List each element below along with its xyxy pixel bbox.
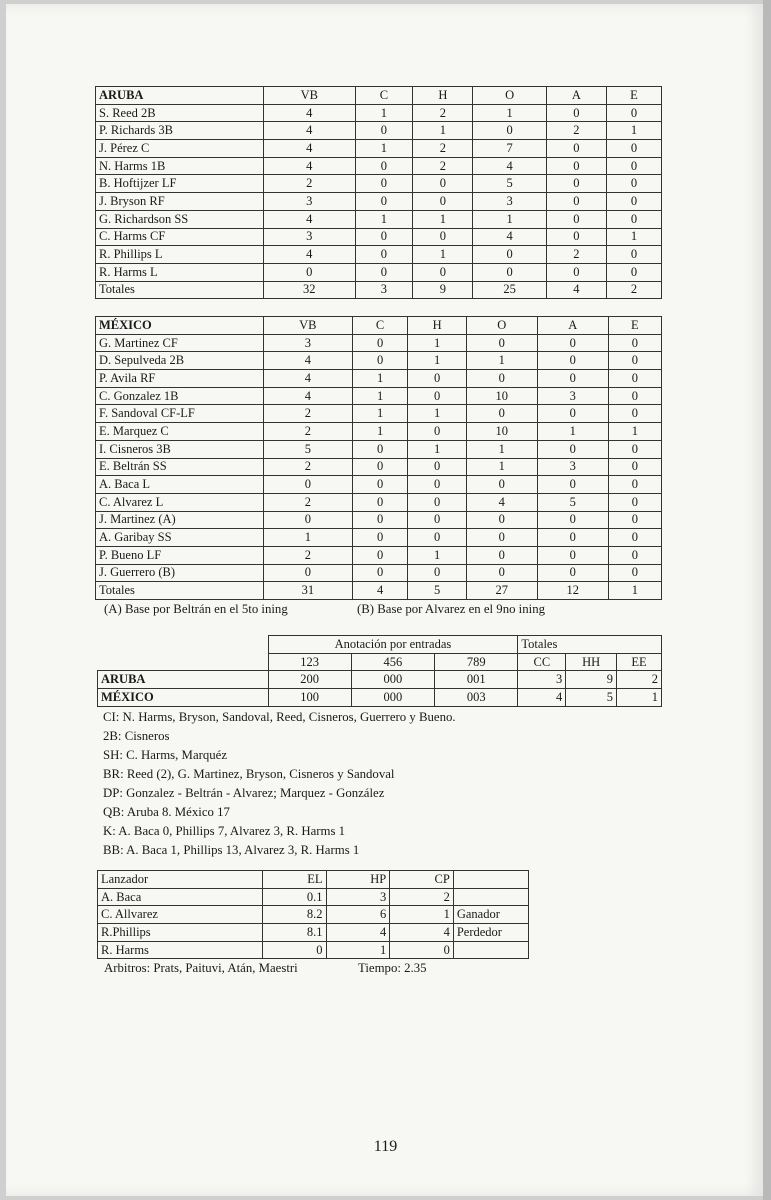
stat-cell: 2 — [264, 423, 353, 441]
hits-total: 9 — [566, 671, 617, 689]
inning-runs: 100 — [268, 689, 351, 707]
stat-cell: 0 — [546, 210, 606, 228]
stat-cell: 0 — [355, 193, 413, 211]
player-cell: E. Beltrán SS — [96, 458, 264, 476]
stat-cell: 1 — [352, 405, 408, 423]
pitcher-cell: A. Baca — [98, 888, 263, 906]
team-name: MÉXICO — [98, 689, 269, 707]
errors-total: 2 — [616, 671, 661, 689]
stat-cell: 0 — [606, 246, 661, 264]
stat-cell: 0.1 — [262, 888, 326, 906]
player-cell: A. Garibay SS — [96, 529, 264, 547]
inning-group: 456 — [351, 653, 434, 671]
stat-cell: 0 — [473, 263, 546, 281]
errors-total: 1 — [616, 689, 661, 707]
player-cell: C. Alvarez L — [96, 493, 264, 511]
stat-cell: 1 — [537, 423, 608, 441]
decision-cell: Perdedor — [453, 924, 528, 942]
col-ee: EE — [616, 653, 661, 671]
stat-cell: 0 — [408, 511, 466, 529]
stat-cell: 0 — [355, 246, 413, 264]
table-row — [96, 210, 662, 228]
inning-runs: 000 — [351, 689, 434, 707]
inning-runs: 001 — [435, 671, 518, 689]
stat-cell: 1 — [355, 210, 413, 228]
stat-cell: 0 — [537, 529, 608, 547]
inning-group: 123 — [268, 653, 351, 671]
stat-cell: 2 — [264, 458, 353, 476]
player-cell: MÉXICO — [96, 317, 264, 335]
table-row — [98, 924, 529, 942]
stat-cell: E — [608, 317, 661, 335]
stat-cell: 1 — [466, 440, 537, 458]
stat-cell: 3 — [537, 458, 608, 476]
summary-sh: SH: C. Harms, Marquéz — [103, 748, 228, 762]
player-cell: P. Bueno LF — [96, 546, 264, 564]
totals-row — [96, 582, 662, 600]
summary-bb: BB: A. Baca 1, Phillips 13, Alvarez 3, R. Harms 1 — [103, 843, 360, 857]
player-cell: G. Martinez CF — [96, 334, 264, 352]
stat-cell: 0 — [606, 193, 661, 211]
pitcher-cell: R. Harms — [98, 941, 263, 959]
stat-cell: 4 — [264, 370, 353, 388]
stat-cell: 0 — [352, 440, 408, 458]
stat-cell: 0 — [466, 564, 537, 582]
stat-cell: 1 — [413, 122, 473, 140]
stat-cell: 0 — [546, 157, 606, 175]
stat-cell: E — [606, 87, 661, 105]
stat-cell: 0 — [608, 405, 661, 423]
stat-cell: 2 — [264, 546, 353, 564]
table-row — [96, 387, 662, 405]
table-row — [96, 423, 662, 441]
player-cell: R. Harms L — [96, 263, 264, 281]
stat-cell: H — [408, 317, 466, 335]
stat-cell: 1 — [408, 440, 466, 458]
summary-ci: CI: N. Harms, Bryson, Sandoval, Reed, Cisneros, Guerrero y Bueno. — [103, 710, 456, 724]
stat-cell: 3 — [537, 387, 608, 405]
stat-cell: 0 — [352, 564, 408, 582]
stat-cell: H — [413, 87, 473, 105]
stat-cell: 0 — [608, 387, 661, 405]
stat-cell: 1 — [606, 122, 661, 140]
stat-cell: 2 — [413, 104, 473, 122]
stat-cell: 0 — [264, 511, 353, 529]
aruba-box-score — [95, 86, 662, 299]
stat-cell: 3 — [355, 281, 413, 299]
stat-cell: 0 — [546, 193, 606, 211]
stat-cell: 0 — [608, 564, 661, 582]
stat-cell: 0 — [413, 263, 473, 281]
stat-cell: 2 — [413, 140, 473, 158]
stat-cell: 0 — [608, 440, 661, 458]
stat-cell: 4 — [264, 210, 356, 228]
umpires: Arbitros: Prats, Paituvi, Atán, Maestri — [104, 961, 298, 975]
stat-cell: 6 — [326, 906, 390, 924]
table-row — [96, 104, 662, 122]
stat-cell: 0 — [537, 511, 608, 529]
stat-cell: 0 — [264, 564, 353, 582]
stat-cell: 1 — [326, 941, 390, 959]
runs-total: 4 — [518, 689, 566, 707]
stat-cell: 1 — [466, 458, 537, 476]
stat-cell: 0 — [546, 263, 606, 281]
stat-cell: 0 — [473, 246, 546, 264]
decision-cell — [453, 941, 528, 959]
player-cell: A. Baca L — [96, 476, 264, 494]
table-row — [96, 193, 662, 211]
stat-cell: 4 — [473, 157, 546, 175]
stat-cell: 2 — [264, 493, 353, 511]
stat-cell: 0 — [606, 140, 661, 158]
stat-cell: 1 — [466, 352, 537, 370]
stat-cell: 0 — [408, 387, 466, 405]
player-cell: J. Bryson RF — [96, 193, 264, 211]
stat-cell: 0 — [408, 423, 466, 441]
player-cell: J. Martinez (A) — [96, 511, 264, 529]
stat-cell: 0 — [466, 529, 537, 547]
stat-cell: 0 — [355, 263, 413, 281]
pitching-table — [97, 870, 529, 959]
header-row — [96, 87, 662, 105]
col-cc: CC — [518, 653, 566, 671]
stat-cell: 0 — [466, 405, 537, 423]
page-edge — [763, 0, 771, 1200]
stat-cell: 2 — [606, 281, 661, 299]
totals-row — [96, 281, 662, 299]
table-row — [98, 941, 529, 959]
stat-cell: 4 — [264, 140, 356, 158]
stat-cell: 1 — [408, 352, 466, 370]
stat-cell: 0 — [355, 228, 413, 246]
stat-cell: O — [466, 317, 537, 335]
stat-cell: A — [537, 317, 608, 335]
table-row — [96, 546, 662, 564]
stat-cell: 0 — [608, 476, 661, 494]
stat-cell: 27 — [466, 582, 537, 600]
summary-k: K: A. Baca 0, Phillips 7, Alvarez 3, R. Harms 1 — [103, 824, 346, 838]
stat-cell: 0 — [466, 511, 537, 529]
linescore-table — [97, 635, 662, 707]
stat-cell: 10 — [466, 387, 537, 405]
linescore-row — [98, 671, 662, 689]
pitcher-cell: Lanzador — [98, 871, 263, 889]
stat-cell: 5 — [473, 175, 546, 193]
stat-cell: 3 — [264, 334, 353, 352]
stat-cell: 5 — [264, 440, 353, 458]
player-cell: Totales — [96, 582, 264, 600]
stat-cell: CP — [390, 871, 454, 889]
stat-cell: 4 — [352, 582, 408, 600]
note-a: (A) Base por Beltrán en el 5to ining — [104, 602, 288, 616]
player-cell: D. Sepulveda 2B — [96, 352, 264, 370]
table-row — [96, 405, 662, 423]
stat-cell: 1 — [413, 210, 473, 228]
stat-cell: 0 — [355, 157, 413, 175]
stat-cell: 0 — [608, 458, 661, 476]
table-row — [96, 122, 662, 140]
decision-cell — [453, 888, 528, 906]
stat-cell: 0 — [606, 157, 661, 175]
stat-cell: 0 — [606, 210, 661, 228]
team-name: ARUBA — [98, 671, 269, 689]
stat-cell: 0 — [408, 370, 466, 388]
table-row — [96, 246, 662, 264]
inning-group: 789 — [435, 653, 518, 671]
stat-cell: O — [473, 87, 546, 105]
stat-cell: 0 — [608, 352, 661, 370]
stat-cell: 0 — [466, 334, 537, 352]
stat-cell: 0 — [537, 476, 608, 494]
table-row — [96, 511, 662, 529]
stat-cell: 0 — [352, 334, 408, 352]
stat-cell: 0 — [606, 263, 661, 281]
stat-cell: 4 — [466, 493, 537, 511]
stat-cell: 0 — [264, 476, 353, 494]
stat-cell: 0 — [537, 370, 608, 388]
stat-cell: 2 — [546, 122, 606, 140]
stat-cell: 1 — [606, 228, 661, 246]
stat-cell: 0 — [473, 122, 546, 140]
stat-cell: 0 — [352, 493, 408, 511]
stat-cell: C — [355, 87, 413, 105]
stat-cell: 0 — [264, 263, 356, 281]
stat-cell: 3 — [326, 888, 390, 906]
note-b: (B) Base por Alvarez en el 9no ining — [357, 602, 545, 616]
stat-cell: 1 — [352, 370, 408, 388]
decision-cell: Ganador — [453, 906, 528, 924]
stat-cell: 4 — [326, 924, 390, 942]
stat-cell: 2 — [413, 157, 473, 175]
header-row — [98, 871, 529, 889]
stat-cell: 2 — [264, 175, 356, 193]
stat-cell: 9 — [413, 281, 473, 299]
stat-cell: 4 — [264, 352, 353, 370]
stat-cell: 0 — [608, 546, 661, 564]
stat-cell: 1 — [408, 546, 466, 564]
stat-cell: 0 — [537, 334, 608, 352]
stat-cell: 0 — [408, 476, 466, 494]
stat-cell: 0 — [352, 529, 408, 547]
table-row — [96, 493, 662, 511]
stat-cell: 8.1 — [262, 924, 326, 942]
stat-cell: 1 — [413, 246, 473, 264]
stat-cell: 0 — [413, 228, 473, 246]
stat-cell: 1 — [473, 210, 546, 228]
player-cell: E. Marquez C — [96, 423, 264, 441]
linescore-title: Anotación por entradas — [268, 636, 518, 654]
stat-cell: 0 — [466, 546, 537, 564]
stat-cell: 0 — [352, 458, 408, 476]
player-cell: P. Richards 3B — [96, 122, 264, 140]
player-cell: C. Gonzalez 1B — [96, 387, 264, 405]
stat-cell: 3 — [473, 193, 546, 211]
stat-cell: 0 — [352, 546, 408, 564]
stat-cell: 0 — [546, 228, 606, 246]
stat-cell: 4 — [264, 122, 356, 140]
stat-cell: 1 — [608, 582, 661, 600]
player-cell: Totales — [96, 281, 264, 299]
stat-cell: 10 — [466, 423, 537, 441]
stat-cell: 0 — [355, 175, 413, 193]
table-row — [96, 476, 662, 494]
table-row — [96, 334, 662, 352]
player-cell: C. Harms CF — [96, 228, 264, 246]
stat-cell: 1 — [408, 334, 466, 352]
stat-cell: 2 — [546, 246, 606, 264]
table-row — [96, 440, 662, 458]
mexico-box-score — [95, 316, 662, 600]
stat-cell: 0 — [546, 140, 606, 158]
stat-cell: 0 — [466, 370, 537, 388]
stat-cell: 1 — [355, 140, 413, 158]
table-row — [98, 888, 529, 906]
stat-cell: VB — [264, 87, 356, 105]
stat-cell: 0 — [352, 476, 408, 494]
linescore-row — [98, 689, 662, 707]
decision-cell — [453, 871, 528, 889]
col-hh: HH — [566, 653, 617, 671]
stat-cell: 0 — [408, 529, 466, 547]
player-cell: J. Guerrero (B) — [96, 564, 264, 582]
stat-cell: 0 — [546, 104, 606, 122]
table-row — [96, 370, 662, 388]
player-cell: I. Cisneros 3B — [96, 440, 264, 458]
table-row — [96, 564, 662, 582]
table-row — [96, 458, 662, 476]
stat-cell: 0 — [537, 352, 608, 370]
stat-cell: 0 — [546, 175, 606, 193]
stat-cell: 4 — [473, 228, 546, 246]
header-row — [96, 317, 662, 335]
stat-cell: 0 — [608, 493, 661, 511]
page-number: 119 — [373, 1138, 398, 1155]
stat-cell: 0 — [608, 370, 661, 388]
pitcher-cell: R.Phillips — [98, 924, 263, 942]
stat-cell: 0 — [408, 564, 466, 582]
table-row — [96, 529, 662, 547]
stat-cell: 7 — [473, 140, 546, 158]
table-row — [96, 157, 662, 175]
stat-cell: 1 — [408, 405, 466, 423]
player-cell: S. Reed 2B — [96, 104, 264, 122]
game-time: Tiempo: 2.35 — [358, 961, 427, 975]
stat-cell: 2 — [264, 405, 353, 423]
stat-cell: 0 — [606, 175, 661, 193]
stat-cell: HP — [326, 871, 390, 889]
table-row — [98, 906, 529, 924]
table-row — [96, 352, 662, 370]
stat-cell: 1 — [390, 906, 454, 924]
stat-cell: 0 — [408, 458, 466, 476]
inning-runs: 000 — [351, 671, 434, 689]
runs-total: 3 — [518, 671, 566, 689]
stat-cell: 1 — [355, 104, 413, 122]
stat-cell: 0 — [390, 941, 454, 959]
summary-qb: QB: Aruba 8. México 17 — [103, 805, 230, 819]
player-cell: P. Avila RF — [96, 370, 264, 388]
inning-runs: 200 — [268, 671, 351, 689]
table-row — [96, 263, 662, 281]
hits-total: 5 — [566, 689, 617, 707]
player-cell: ARUBA — [96, 87, 264, 105]
stat-cell: 1 — [473, 104, 546, 122]
totals-title: Totales — [518, 636, 662, 654]
stat-cell: 31 — [264, 582, 353, 600]
stat-cell: 0 — [608, 529, 661, 547]
stat-cell: 1 — [608, 423, 661, 441]
stat-cell: 0 — [537, 405, 608, 423]
table-row — [96, 175, 662, 193]
stat-cell: 0 — [262, 941, 326, 959]
player-cell: J. Pérez C — [96, 140, 264, 158]
stat-cell: 2 — [390, 888, 454, 906]
stat-cell: 1 — [352, 387, 408, 405]
summary-br: BR: Reed (2), G. Martinez, Bryson, Cisneros y Sandoval — [103, 767, 395, 781]
stat-cell: VB — [264, 317, 353, 335]
stat-cell: C — [352, 317, 408, 335]
player-cell: R. Phillips L — [96, 246, 264, 264]
stat-cell: 4 — [390, 924, 454, 942]
stat-cell: 4 — [264, 246, 356, 264]
stat-cell: 0 — [466, 476, 537, 494]
summary-2b: 2B: Cisneros — [103, 729, 170, 743]
inning-runs: 003 — [435, 689, 518, 707]
stat-cell: EL — [262, 871, 326, 889]
stat-cell: 0 — [608, 511, 661, 529]
stat-cell: 5 — [537, 493, 608, 511]
stat-cell: 3 — [264, 193, 356, 211]
stat-cell: 0 — [352, 352, 408, 370]
stat-cell: 0 — [413, 193, 473, 211]
player-cell: N. Harms 1B — [96, 157, 264, 175]
stat-cell: 4 — [264, 104, 356, 122]
stat-cell: 0 — [413, 175, 473, 193]
summary-dp: DP: Gonzalez - Beltrán - Alvarez; Marquez - González — [103, 786, 385, 800]
table-row — [96, 228, 662, 246]
stat-cell: 0 — [408, 493, 466, 511]
stat-cell: 1 — [352, 423, 408, 441]
table-row — [96, 140, 662, 158]
stat-cell: 4 — [546, 281, 606, 299]
player-cell: G. Richardson SS — [96, 210, 264, 228]
stat-cell: 0 — [537, 546, 608, 564]
stat-cell: 0 — [352, 511, 408, 529]
stat-cell: 0 — [355, 122, 413, 140]
player-cell: F. Sandoval CF-LF — [96, 405, 264, 423]
stat-cell: 4 — [264, 387, 353, 405]
stat-cell: 5 — [408, 582, 466, 600]
player-cell: B. Hoftijzer LF — [96, 175, 264, 193]
stat-cell: 4 — [264, 157, 356, 175]
stat-cell: 0 — [537, 564, 608, 582]
stat-cell: 0 — [537, 440, 608, 458]
stat-cell: A — [546, 87, 606, 105]
pitcher-cell: C. Allvarez — [98, 906, 263, 924]
stat-cell: 0 — [608, 334, 661, 352]
stat-cell: 3 — [264, 228, 356, 246]
stat-cell: 25 — [473, 281, 546, 299]
stat-cell: 0 — [606, 104, 661, 122]
stat-cell: 1 — [264, 529, 353, 547]
stat-cell: 8.2 — [262, 906, 326, 924]
stat-cell: 32 — [264, 281, 356, 299]
stat-cell: 12 — [537, 582, 608, 600]
